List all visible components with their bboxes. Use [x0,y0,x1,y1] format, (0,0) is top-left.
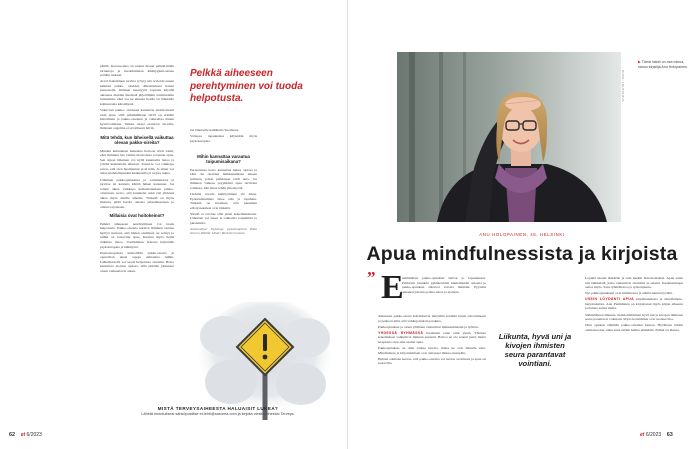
right-page-number: 63 [666,432,673,438]
cloud-puff-3 [205,360,257,404]
left-issue: 6/2023 [26,432,42,438]
exclamation-bar [263,334,267,351]
portrait-photo [397,52,621,222]
left-col2-para-5: Yksilö ei tarvitse elää yksin kokemuksineen. Läheinen voi tukea ja rohkaista toipumista ja jaksamista. [190,211,257,226]
right-col-b-para-1: Lopulta menin lääkäriin ja sain itsekin hoitokontaktia. Apua ensin tuli lääkkeistä, jotka vaikuttivat oireisiini ja arkeen. Keskusteluapu auttoi myös. Sain ryhmähoitoa ja työnohjausta. [585,276,683,290]
footer-text: Lähetä ehdotuksesi sähköpostitse et-lehti@sanoma.com ja kirjoita viestin aiheeksi Terveys. [141,412,295,416]
article-kicker: ANU HOLOPAINEN, 46, HELSINKI [479,232,565,237]
drop-cap: E [381,269,404,306]
article-headline: Apua mindfulnessista ja kirjoista [366,243,678,265]
left-col2-para-4: Uudella tavalla kehittyminen vie aikaa. Epäonnistumisia tulee silti ja tapahtuu. Tärkeää on huomata, että pienetkin edistysaskeleet ovat tärkeitä. [190,192,257,210]
right-column-a-top [402,276,486,296]
right-col-a-lead-para [378,331,486,345]
left-column-2 [190,128,330,143]
left-subheading-3: Mihin kannattaa varautua toipumisaikana? [197,154,250,165]
exclamation-dot [263,355,268,360]
footer-title: MISTÄ TERVEYSAIHEESTA HALUAISIT LUKEA? [157,406,279,411]
right-column-a [378,314,486,367]
left-column-1 [100,64,174,275]
right-col-a-para-3: Pakkoajatukset ja oireet yllättäen vaikuttivat ihmissuhteisiin ja työhön. [378,324,479,329]
mid-pull-quote: Liikunta, hyvä uni ja kivojen ihmisten seura parantavat vointiani. [498,332,572,368]
left-folio [9,432,42,438]
left-col1-para-1: päällä. Korona-aika on saanut monet pelkää-mään tartuntoja ja huolehtimaan käsihygieni-astaan erittäin tarkasti. [100,64,174,78]
quote-mark-icon: ” [367,268,376,287]
photo-caption [638,60,690,69]
left-page-number: 62 [9,432,16,438]
pull-quote: Pelkkä aiheeseen perehtyminen voi tuoda helpotusta. [190,68,303,104]
right-col-a-para-2: Aikuisena pakko-oireet kohdistuivat tiettyihin asioihin kuten siivoamiseen ja pelkoon siitä, että vahingoittaisin jotakuta. [378,314,486,323]
right-col-b-lead: USEIN LÖYDÄNTI APUA [585,297,634,302]
right-col-b-lead-para [585,297,683,311]
right-issue: 6/2023 [645,432,662,438]
expert-credit: Asiantuntijat: Psykologi, psykoterapeutti Riitta Soivero-Wikkila. Lähde: Mielenterveystalo. [190,227,257,236]
left-col2-para-1: tua läheiselle kaikkialla Suomesta. [190,128,240,132]
left-col1-para-7: Psykoterapiassa käsitellään pakko-oireita ja opetellaan uusia tapoja suhtautua niihin. Lääkehoidolla voi saada helpotusta oireisiin. Hoito kannattaa aloittaa ajoissa, sillä pitkään jatkuneet oireet vaikeuttavat arkea. [100,250,174,273]
left-subheading-2: Millaisia ovat hoitokeinot? [109,213,165,219]
right-column-b [585,276,683,334]
saluting-hand [505,97,541,111]
right-folio [640,432,673,438]
right-col-a-lead: YHDESSÄ RYHMÄSSÄ [378,330,424,335]
right-col-a-para-5: Haluan edelleen kertoa, että pakko-oireista voi kertoa avoimesti ja apua on saatavilla. [378,356,486,366]
left-col1-para-4: Muiden kehotukset hakeutua hoitoon eivät toimi, ellei ihminen itse valmis motivoitua rotonaan apua. Sen sijaan läheinen voi kyllä kuunnella tietoa ja yrittää keskustella aiheesta. Toisel-le voi vaikkapa sanoa, että olen huomannut et-tä näin. Ja sitten voi antaa mahdollisuuden keskustella ja tarjota tukea. [100,148,174,176]
left-col1-para-6: Pelkkä aiheeseen perehtyminen voi tuoda helpotusta. Pakko-oireista kärsivä ihminen saattaa hyötyä tiedosta, että hänen oireilleen on selitys ja niihin on saatavilla apua. Kuuluu myös tietää tutkittua tietoa. Useimmiten hoitona käytetään psykoterapiaa ja lääkitystä. [100,221,174,249]
left-col1-para-3: Vakavaan pakko- oireiseen kannattaa ehdottomasti etsiä apua, sillä pahimmillaan OCD on erittäin haitallinen ja pakko-oireinen ja vaikeuttaa hänen hyvinvointiaan. Vaikka oireet saattavat ail-tolla, ihmisten ongelma ei tavallisesti häviä. [100,108,174,131]
warning-sign-illustration [196,302,334,420]
left-subheading-1: Mitä tehdä, kun läheisellä vaikuttaa olevan pakko-oireita? [100,134,174,146]
cloud-puff-4 [276,363,326,405]
right-col-a-lead-rest: huomasin etten ollut yksin. Yhteiset kokemukset vaikuttivat minuun suuresti. Hoitoa en ole saanut juuri, mutta terapiasta olen aina saanut apua. [378,330,486,344]
caption-marker-icon: ▶ [638,60,641,64]
tree-trunk-2 [439,52,443,222]
tree-trunk-1 [409,52,415,222]
left-col2-para-2: Valtaosa tapauksissa käytetään myös psykoterapiaa. [190,134,257,143]
right-col-b-para-4: Olen oppinut elämään pakko-oireiden kanssa. Hyväksyn niiden olemassaolon, enkä anna niiden hallita elämääni. Elämä on ihanaa. [585,323,683,332]
right-col-b-lead-rest: kirjallisuudesta ja mindfulness-harjoituksista. Anu Pietikäinen on kirjoittanut myös kirjan aiheesta ja haluaa auttaa muita. [585,297,683,311]
right-col-a-para-4: Pakkoajatuksia on ollut vaikea kuvata, mutta ne ovat minulle totta. Mindfulness ja kirjoittaminen ovat auttaneet minua eteenpäin. [378,346,486,355]
portrait-illustration [397,52,621,222]
right-col-a-para-1: nsimmäiset pakko-ajatukset tulivat jo lapsuudessa. Pelästyin joistakin pyhäkoululla kuulemistani asioista ja pakko-ajatukset alkoivat vaivata mieltäni. Pyytelin anteeksi jokaista pahaa tekoa ja ajatusta. [402,276,486,294]
left-brand: et [20,432,26,438]
right-brand: et [640,432,645,438]
left-col1-para-5: Läheinen pakkoajatuksista ja -toiminnoista ei tarvitse tai kannata kättää hänen kanssaan. Jos toinen alkaa vaikkapa keskustelemaan pakko-oireistaan, kerro, että kuuntelet sekä etsi yhdessä aikaa myös muille aiheille. Tärkeää on myös muistaa pitää huolta omasta jaksamisestaan ja omista rajoistaan. [100,177,174,209]
photo-credit: KUVA: LEHTIKUVA [621,70,625,103]
caption-text: Tämä häiriö on osa minua, sanoo kirjailija Anu Holopainen. [638,60,688,69]
right-col-b-para-2: Nyt pakkoajatukseni ovat hallinnassa ja elämä tuntuu hyvältä. [585,291,673,296]
left-col1-para-2: Arvot hakeminen tarvitta työyty siis arvioida ennen kaikkea pakko- oireiden aiheuttamaan haitan perusteella. Ihmisen taustiyyni vapaasti käyttää aikaansa muiden mielestä järjettömiin toimintoihin rutiineihin, ellei vat ne aiheuta hoelle tai läheisille kohtuutonta kärsimystä. [100,79,174,106]
footer-note [100,406,336,416]
right-col-b-para-3: Säännöllinen liikunta, mahdollisimman hyvä uni ja kivojen ihmisten seura parantavat vointiani. Myös kotieläimet ovat tuoneet iloa. [585,312,683,322]
left-column-2b [190,150,257,237]
left-col2-para-3: Pertaattessa hoito kannattaa hakea ajoissa ja ellei ole oireiden heikkenemisen aikaan sellaista, johon paikkaiset eivät auta. Jos ihminen vaikeaa psyykkistä apua tarvitaan toimesta, hän alkaa tehdä yhteistyötä. [190,167,257,190]
